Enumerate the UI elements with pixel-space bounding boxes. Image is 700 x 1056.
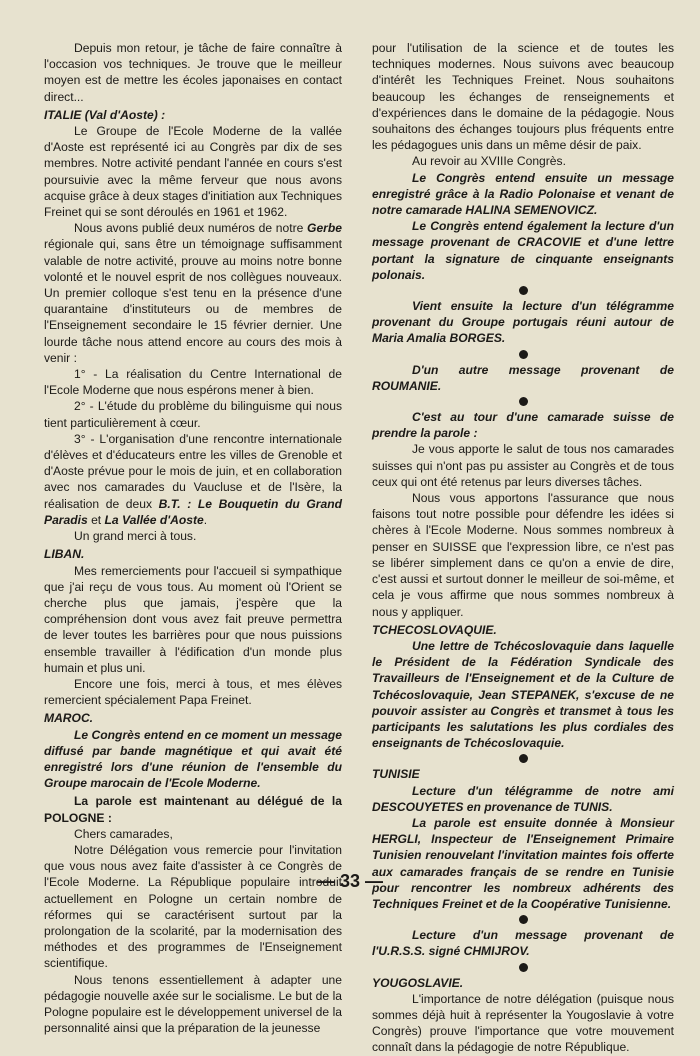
emphasis: B.T. : Le Bouquetin du Grand Paradis (44, 496, 342, 527)
paragraph: pour l'utilisation de la science et de toutes les techniques modernes. Nous suivons avec beaucoup d'intérêt les Techniques Freinet. Nous souhaitons beaucoup les échanges de renseignements et d'expériences dans le domaine de la pédagogie. Nous souhaitons des échanges toujours plus fréquents entre les pédagogues unis dans un même désir de paix. (372, 41, 674, 153)
page-number: — 33 — (316, 871, 384, 891)
paragraph: Nous vous apportons l'assurance que nous faisons tout notre possible pour défendre les idées si chères à l'Ecole Moderne. Nous sommes nombreux à penser en SUISSE que l'expression libre, ce n'est pas se libérer simplement dans ce qu'on a envie de dire, c'est aussi et surtout donner le meilleur de soi-même, et cela je vous affirme que nous sommes nombreux à nous y appliquer. (372, 491, 674, 619)
paragraph: Depuis mon retour, je tâche de faire connaître à l'occasion vos techniques. Je trouve que le meilleur moyen est de mettre les écoles japonaises en contact direct... (44, 41, 342, 104)
text-run: 3° - L'organisation d'une rencontre internationale d'élèves et d'éducateurs entre les villes de Grenoble et d'Aoste prévue pour le mois de juin, et en collaboration avec nos camarades du Vaucluse et de l'Isère, la réalisation de deux (44, 431, 342, 511)
text-run: régionale qui, sans être un témoignage suffisamment valable de notre activité, prouve au moins notre bonne volonté et le nouvel esprit de nos collègues nouveaux. Un premier colloque s'est tenu en la présence d'une quarantaine d'instituteurs ou de membres de l'Enseignement secondaire le 15 février dernier. Une lourde tâche nous attend encore au cours des mois à venir : (44, 237, 342, 365)
paragraph: Le Congrès entend en ce moment un message diffusé par bande magnétique et qui avait été enregistré lors d'une réunion de l'ensemble du Groupe marocain de l'Ecole Moderne. (44, 727, 342, 791)
list-item: 1° - La réalisation du Centre International de l'Ecole Moderne que nous espérons mener à bien. (44, 367, 342, 398)
bullet-separator (519, 397, 528, 406)
paragraph: Le Congrès entend également la lecture d'un message provenant de CRACOVIE et d'une lettre portant la signature de cinquante enseignants polonais. (372, 219, 674, 282)
section-heading-tchecoslovaquie: TCHECOSLOVAQUIE. (372, 622, 497, 637)
paragraph: La parole est maintenant au délégué de la POLOGNE : (44, 794, 342, 825)
paragraph: L'importance de notre délégation (puisque nous sommes déjà huit à représenter la Yougoslavie à votre Congrès) prouve l'importance que votre mouvement connaît dans la pédagogie de notre République. (372, 991, 674, 1055)
right-column (372, 40, 674, 1056)
emphasis: La Vallée d'Aoste (104, 512, 204, 527)
paragraph: Encore une fois, merci à tous, et mes élèves remercient spécialement Papa Freinet. (44, 676, 342, 708)
bullet-separator (519, 350, 528, 359)
paragraph: La parole est ensuite donnée à Monsieur HERGLI, Inspecteur de l'Enseignement Primaire Tunisien renouvelant l'invitation maintes fois offerte aux camarades français de se rendre en Tunisie pour rencontrer les nombreux adhérents des Techniques Freinet et de la Coopérative Tunisienne. (372, 815, 674, 911)
paragraph (44, 220, 342, 366)
section-heading-yougoslavie: YOUGOSLAVIE. (372, 975, 464, 990)
paragraph: Le Congrès entend ensuite un message enregistré grâce à la Radio Polonaise et venant de notre camarade HALINA SEMENOVICZ. (372, 170, 674, 218)
paragraph: Vient ensuite la lecture d'un télégramme provenant du Groupe portugais réuni autour de Maria Amalia BORGES. (372, 299, 674, 346)
paragraph: Chers camarades, (74, 826, 173, 841)
paragraph: Nous tenons essentiellement à adapter une pédagogie nouvelle axée sur le socialisme. Le but de la Pologne populaire est le développement universel de la personnalité ainsi que la préparation de la jeunesse (44, 972, 342, 1036)
paragraph: Le Groupe de l'Ecole Moderne de la vallée d'Aoste est représenté ici au Congrès par dix de ses membres. Notre activité pendant l'année en cours s'est poursuivie avec la même ferveur que nous avons acquise grâce à deux stages d'initiation aux Techniques Freinet qui se sont déroulés en 1961 et 1962. (44, 124, 342, 220)
paragraph: Lecture d'un télégramme de notre ami DESCOUYETES en provenance de TUNIS. (372, 783, 674, 814)
paragraph: Au revoir au XVIIIe Congrès. (412, 154, 566, 169)
list-item: 2° - L'étude du problème du bilinguisme qui nous tient particulièrement à cœur. (44, 399, 342, 430)
text-run: Nous avons publié deux numéros de notre (74, 221, 308, 236)
emphasis: Gerbe (307, 221, 342, 236)
section-heading-tunisie: TUNISIE (372, 767, 420, 782)
bullet-separator (519, 754, 528, 763)
list-item (44, 431, 342, 528)
bullet-separator (519, 286, 528, 295)
section-heading-italie: ITALIE (Val d'Aoste) : (44, 107, 166, 122)
paragraph: Une lettre de Tchécoslovaquie dans laquelle le Président de la Fédération Syndicale des Travailleurs de l'Enseignement et de la Culture de Tchécoslovaquie, Jean STEPANEK, s'excuse de ne pouvoir assister au Congrès et transmet à tous les participants les salutations les plus cordiales des enseignants de Tchécoslovaquie. (372, 638, 674, 751)
paragraph: D'un autre message provenant de ROUMANIE. (372, 362, 674, 393)
bullet-separator (519, 963, 528, 972)
section-heading-maroc: MAROC. (44, 711, 94, 726)
paragraph: C'est au tour d'une camarade suisse de prendre la parole : (372, 410, 674, 441)
text-run: . (203, 512, 208, 527)
paragraph: Un grand merci à tous. (74, 529, 197, 544)
paragraph: Lecture d'un message provenant de l'U.R.S.S. signé CHMIJROV. (372, 928, 674, 959)
section-heading-liban: LIBAN. (44, 547, 85, 562)
paragraph: Mes remerciements pour l'accueil si sympathique que j'ai reçu de vous tous. Au moment où l'Orient se cherche plus que jamais, j'espère que la compréhension dont vous avez fait preuve permettra de lever toutes les barrières pour que nous puissions ensemble travailler à l'édification d'un monde plus humain et plus uni. (44, 563, 342, 675)
paragraph: Notre Délégation vous remercie pour l'invitation que vous nous avez faite d'assister à ce Congrès de l'Ecole Moderne. La République populaire introduit actuellement en Pologne un certain nombre de réformes qui se caractérisent surtout par la prolongation de la scolarité, par la modernisation des méthodes et des programmes de l'Enseignement scientifique. (44, 842, 342, 971)
paragraph: Je vous apporte le salut de tous nos camarades suisses qui n'ont pas pu assister au Congrès et de tous ceux qui ont été retenus par leurs diverses tâches. (372, 442, 674, 489)
text-run: et (87, 512, 105, 527)
